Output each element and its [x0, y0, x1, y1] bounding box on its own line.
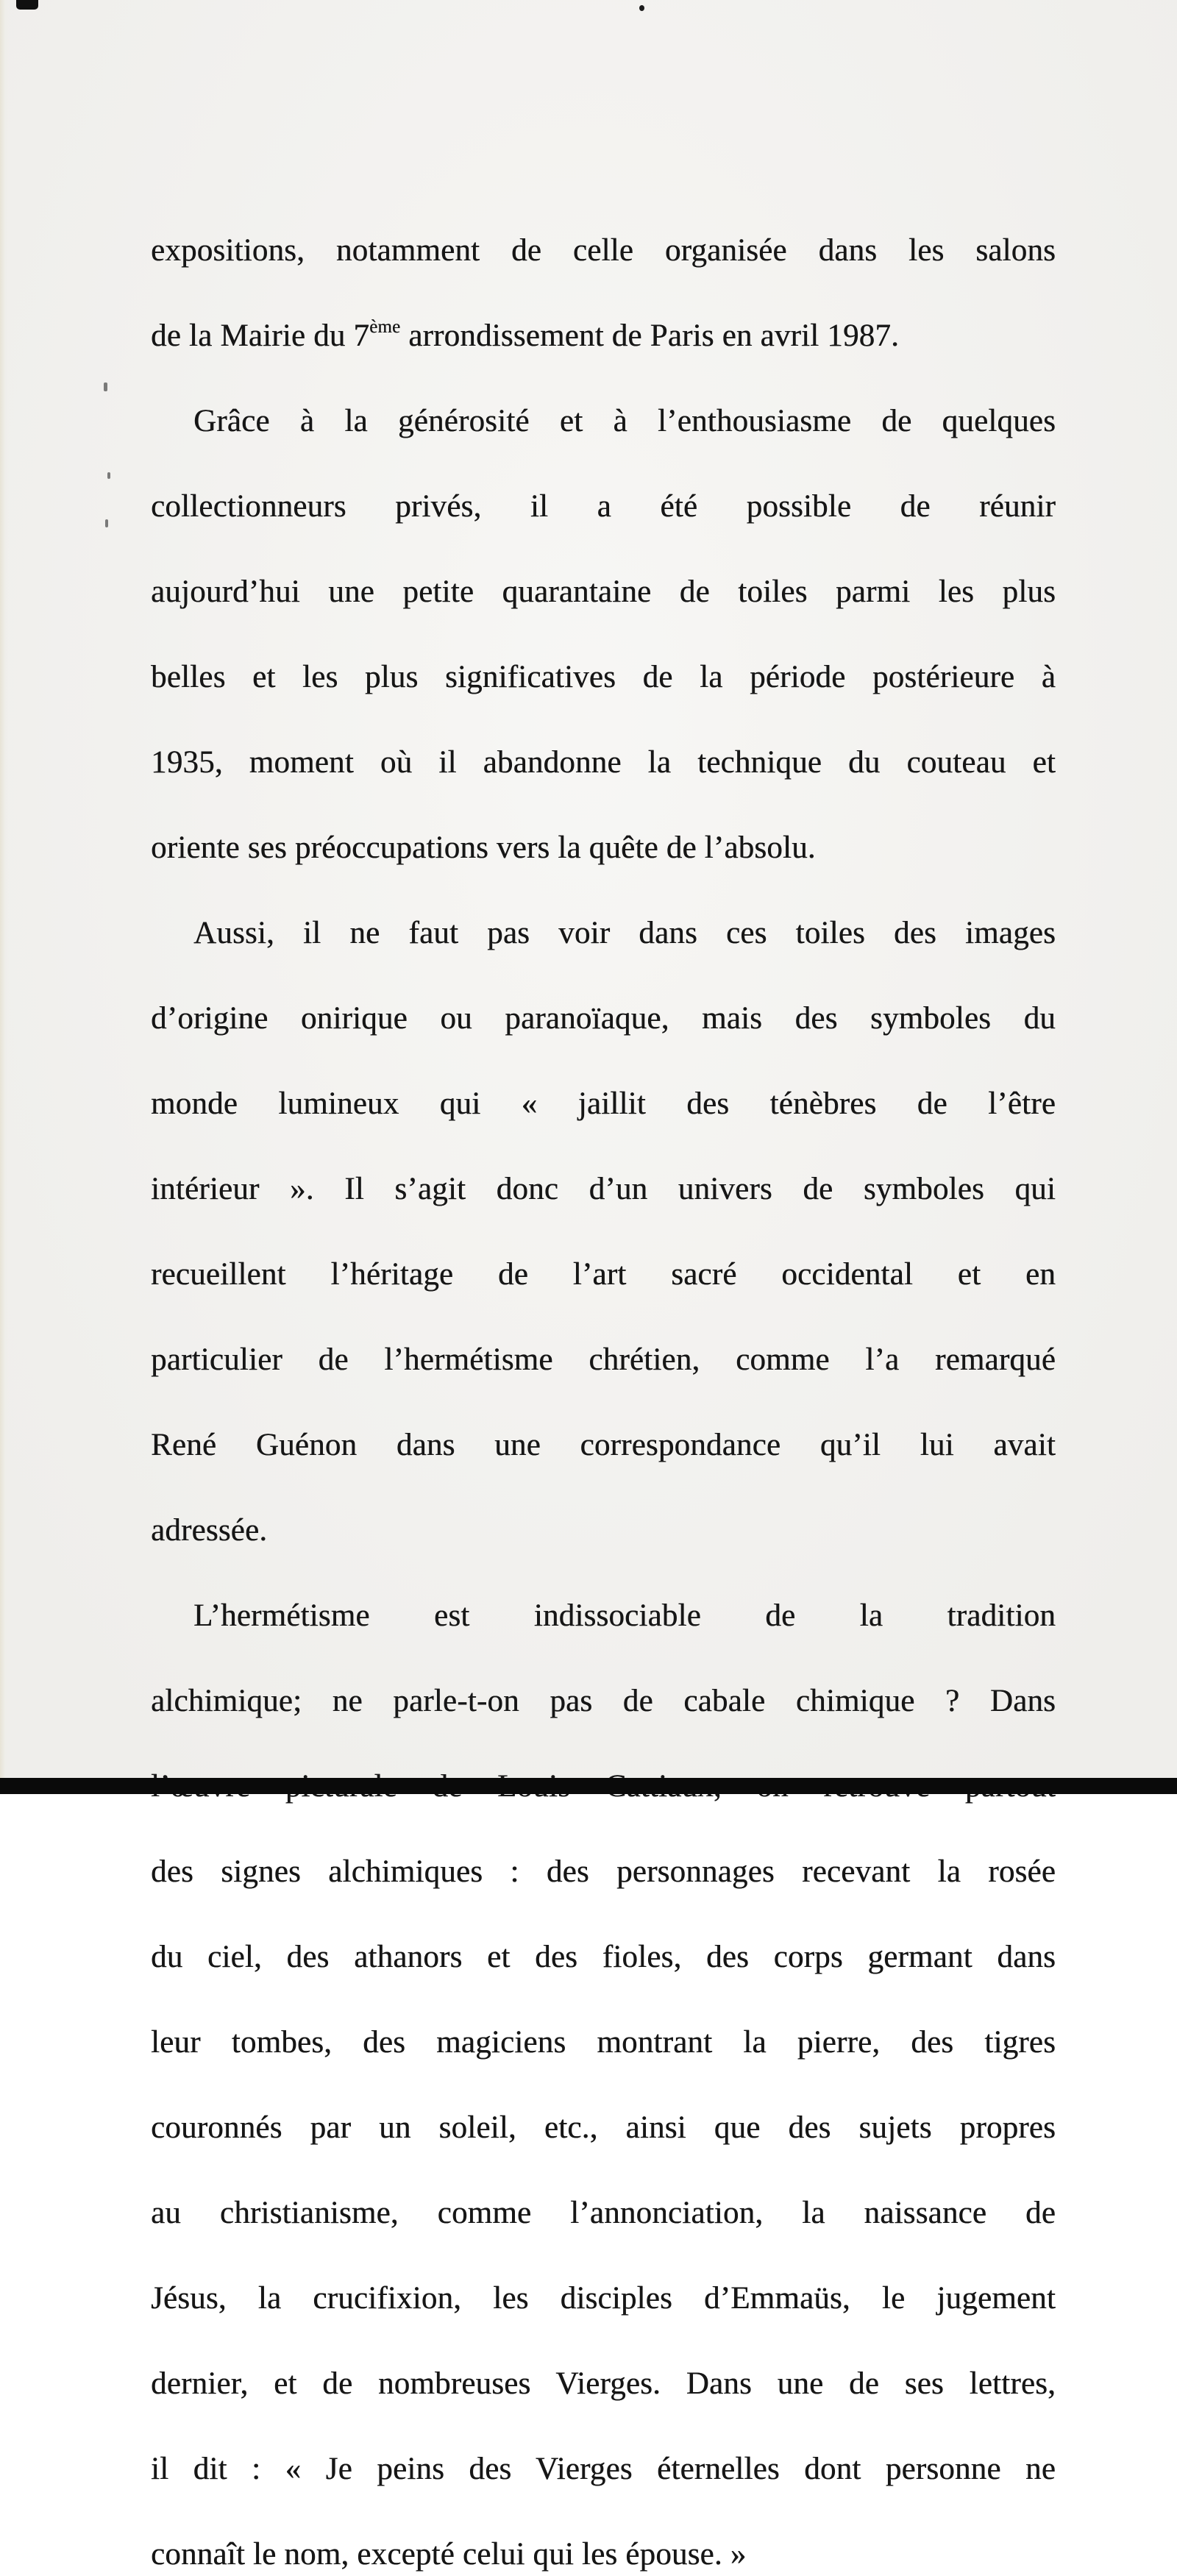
paragraph [151, 1595, 1056, 2576]
paragraph [151, 230, 1056, 357]
text-line: L’hermétisme est indissociable de la tradition [193, 1598, 1056, 1633]
text-line: alchimique; ne parle-t-on pas de cabale chimique ? Dans [151, 1684, 1056, 1718]
text-line: de la Mairie du 7ème arrondissement de Paris en avril 1987. [151, 317, 900, 353]
text-line: Aussi, il ne faut pas voir dans ces toiles des images [193, 916, 1056, 950]
text-line: particulier de l’hermétisme chrétien, comme l’a remarqué [151, 1342, 1056, 1377]
text-line: dernier, et de nombreuses Vierges. Dans une de ses lettres, [151, 2366, 1056, 2401]
text-line: oriente ses préoccupations vers la quête de l’absolu. [151, 830, 816, 865]
scan-artifact [639, 5, 644, 11]
text-line: monde lumineux qui « jaillit des ténèbres de l’être [151, 1086, 1056, 1121]
text-line: d’origine onirique ou paranoïaque, mais des symboles du [151, 1001, 1056, 1036]
text-line: couronnés par un soleil, etc., ainsi que des sujets propres [151, 2110, 1056, 2145]
text-line: Grâce à la générosité et à l’enthousiasme de quelques [193, 404, 1056, 438]
paragraph [151, 400, 1056, 869]
scan-artifact [105, 519, 108, 527]
text-line: adressée. [151, 1513, 268, 1548]
text-line: connaît le nom, excepté celui qui les épouse. » [151, 2537, 747, 2572]
text-line: il dit : « Je peins des Vierges éternelles dont personne ne [151, 2452, 1056, 2486]
text-line: au christianisme, comme l’annonciation, la naissance de [151, 2196, 1056, 2230]
text-line: belles et les plus significatives de la période postérieure à [151, 660, 1056, 694]
scan-artifact [16, 0, 38, 10]
scan-artifact [107, 472, 110, 479]
text-line: leur tombes, des magiciens montrant la pierre, des tigres [151, 2025, 1056, 2060]
text-line: des signes alchimiques : des personnages recevant la rosée [151, 1854, 1056, 1889]
text-line: 1935, moment où il abandonne la technique du couteau et [151, 745, 1056, 780]
scan-artifact [104, 383, 107, 391]
paper-left-edge [0, 0, 9, 1794]
text-line: intérieur ». Il s’agit donc d’un univers de symboles qui [151, 1172, 1056, 1206]
bottom-scan-bar [0, 1778, 1177, 1794]
text-line: Jésus, la crucifixion, les disciples d’Emmaüs, le jugement [151, 2281, 1056, 2316]
text-line: René Guénon dans une correspondance qu’il lui avait [151, 1428, 1056, 1462]
paragraph [151, 912, 1056, 1552]
text-line: aujourd’hui une petite quarantaine de toiles parmi les plus [151, 574, 1056, 609]
text-line: collectionneurs privés, il a été possible de réunir [151, 489, 1056, 524]
text-line: recueillent l’héritage de l’art sacré occidental et en [151, 1257, 1056, 1292]
text-block [151, 230, 1056, 2576]
text-line: expositions, notamment de celle organisée dans les salons [151, 233, 1056, 268]
text-line: du ciel, des athanors et des fioles, des corps germant dans [151, 1940, 1056, 1974]
